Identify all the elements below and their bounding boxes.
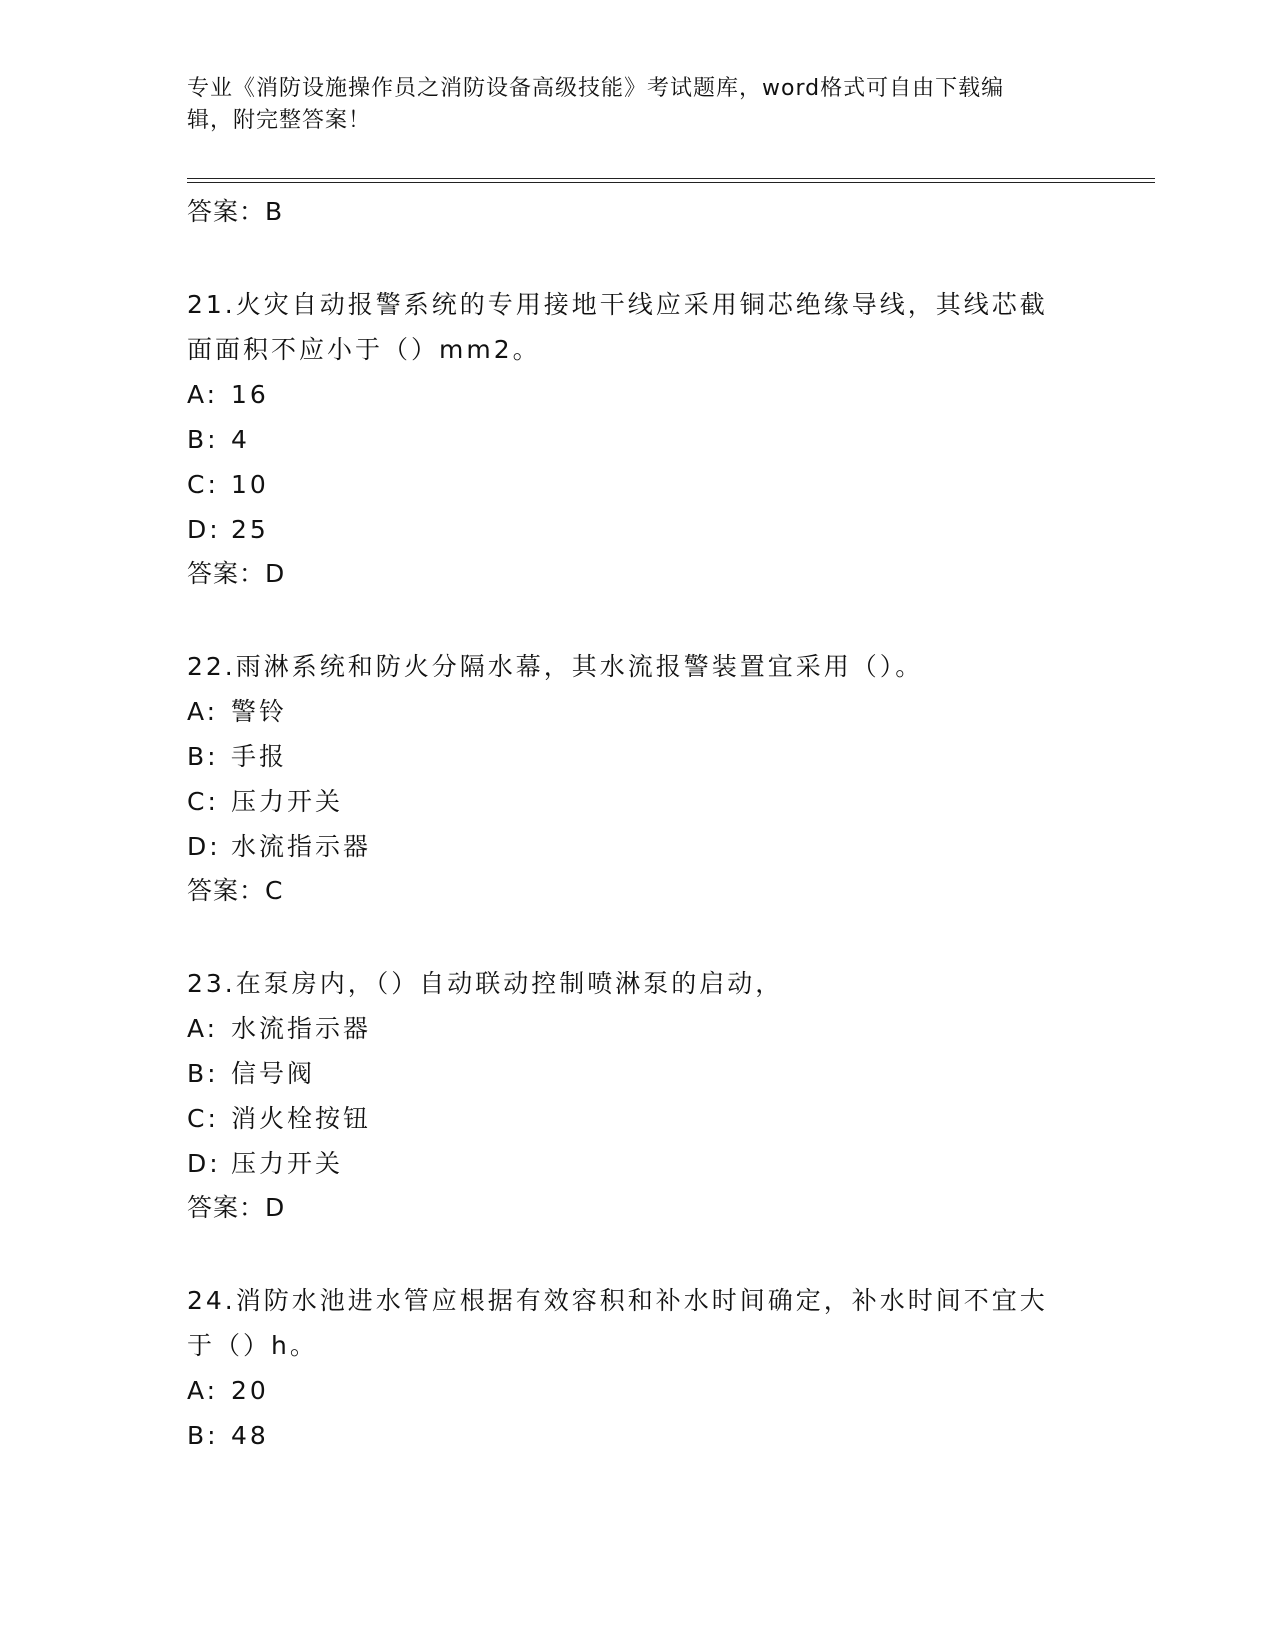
option-letter: A:	[187, 1376, 219, 1405]
option-d	[187, 824, 1087, 869]
option-a	[187, 372, 1087, 417]
question-text-line: 于（）h。	[187, 1331, 318, 1360]
option-b	[187, 734, 1087, 779]
answer-line: 答案：C	[187, 876, 284, 905]
option-text: 手报	[231, 742, 288, 771]
question-22	[187, 644, 1087, 913]
option-text: 压力开关	[231, 1149, 344, 1178]
option-d	[187, 1141, 1087, 1186]
option-text: 水流指示器	[231, 832, 372, 861]
header-line-1: 专业《消防设施操作员之消防设备高级技能》考试题库，word格式可自由下载编	[187, 76, 1005, 101]
option-text: 信号阀	[231, 1059, 316, 1088]
option-letter: C:	[187, 787, 219, 816]
question-text-line: 面面积不应小于（）mm2。	[187, 335, 541, 364]
question-24	[187, 1278, 1087, 1458]
spacer	[187, 1230, 1087, 1278]
option-text: 警铃	[231, 697, 288, 726]
question-21	[187, 282, 1087, 596]
option-letter: C:	[187, 470, 219, 499]
answer-line: 答案：D	[187, 1193, 286, 1222]
question-text-line: 22.雨淋系统和防火分隔水幕，其水流报警装置宜采用（）。	[187, 652, 924, 681]
option-letter: C:	[187, 1104, 219, 1133]
header-divider-bottom	[187, 182, 1155, 183]
option-b	[187, 1051, 1087, 1096]
option-c	[187, 1096, 1087, 1141]
option-text: 消火栓按钮	[231, 1104, 372, 1133]
option-a	[187, 1006, 1087, 1051]
option-letter: A:	[187, 1014, 219, 1043]
option-c	[187, 779, 1087, 824]
option-text: 水流指示器	[231, 1014, 372, 1043]
spacer	[187, 596, 1087, 644]
option-text: 4	[231, 425, 250, 454]
question-text-line: 21.火灾自动报警系统的专用接地干线应采用铜芯绝缘导线，其线芯截	[187, 290, 1048, 319]
option-letter: D:	[187, 515, 221, 544]
option-letter: A:	[187, 380, 219, 409]
answer-line: 答案：D	[187, 559, 286, 588]
option-b	[187, 417, 1087, 462]
option-text: 25	[231, 515, 269, 544]
previous-answer: 答案：B	[187, 197, 284, 226]
option-letter: B:	[187, 742, 219, 771]
question-list	[187, 190, 1087, 1458]
option-a	[187, 689, 1087, 734]
header-line-2: 辑，附完整答案！	[187, 108, 372, 133]
question-text-line: 24.消防水池进水管应根据有效容积和补水时间确定，补水时间不宜大	[187, 1286, 1048, 1315]
option-letter: B:	[187, 1059, 219, 1088]
option-letter: B:	[187, 425, 219, 454]
document-header	[187, 73, 1067, 137]
option-text: 压力开关	[231, 787, 344, 816]
option-b	[187, 1413, 1087, 1458]
option-text: 48	[231, 1421, 269, 1450]
header-divider-top	[187, 178, 1155, 179]
option-a	[187, 1368, 1087, 1413]
option-text: 16	[231, 380, 269, 409]
option-letter: A:	[187, 697, 219, 726]
spacer	[187, 234, 1087, 282]
question-text-line: 23.在泵房内，（）自动联动控制喷淋泵的启动，	[187, 969, 784, 998]
option-text: 10	[231, 470, 269, 499]
option-c	[187, 462, 1087, 507]
option-letter: B:	[187, 1421, 219, 1450]
option-text: 20	[231, 1376, 269, 1405]
option-letter: D:	[187, 832, 221, 861]
option-d	[187, 507, 1087, 552]
option-letter: D:	[187, 1149, 221, 1178]
spacer	[187, 913, 1087, 961]
question-23	[187, 961, 1087, 1230]
